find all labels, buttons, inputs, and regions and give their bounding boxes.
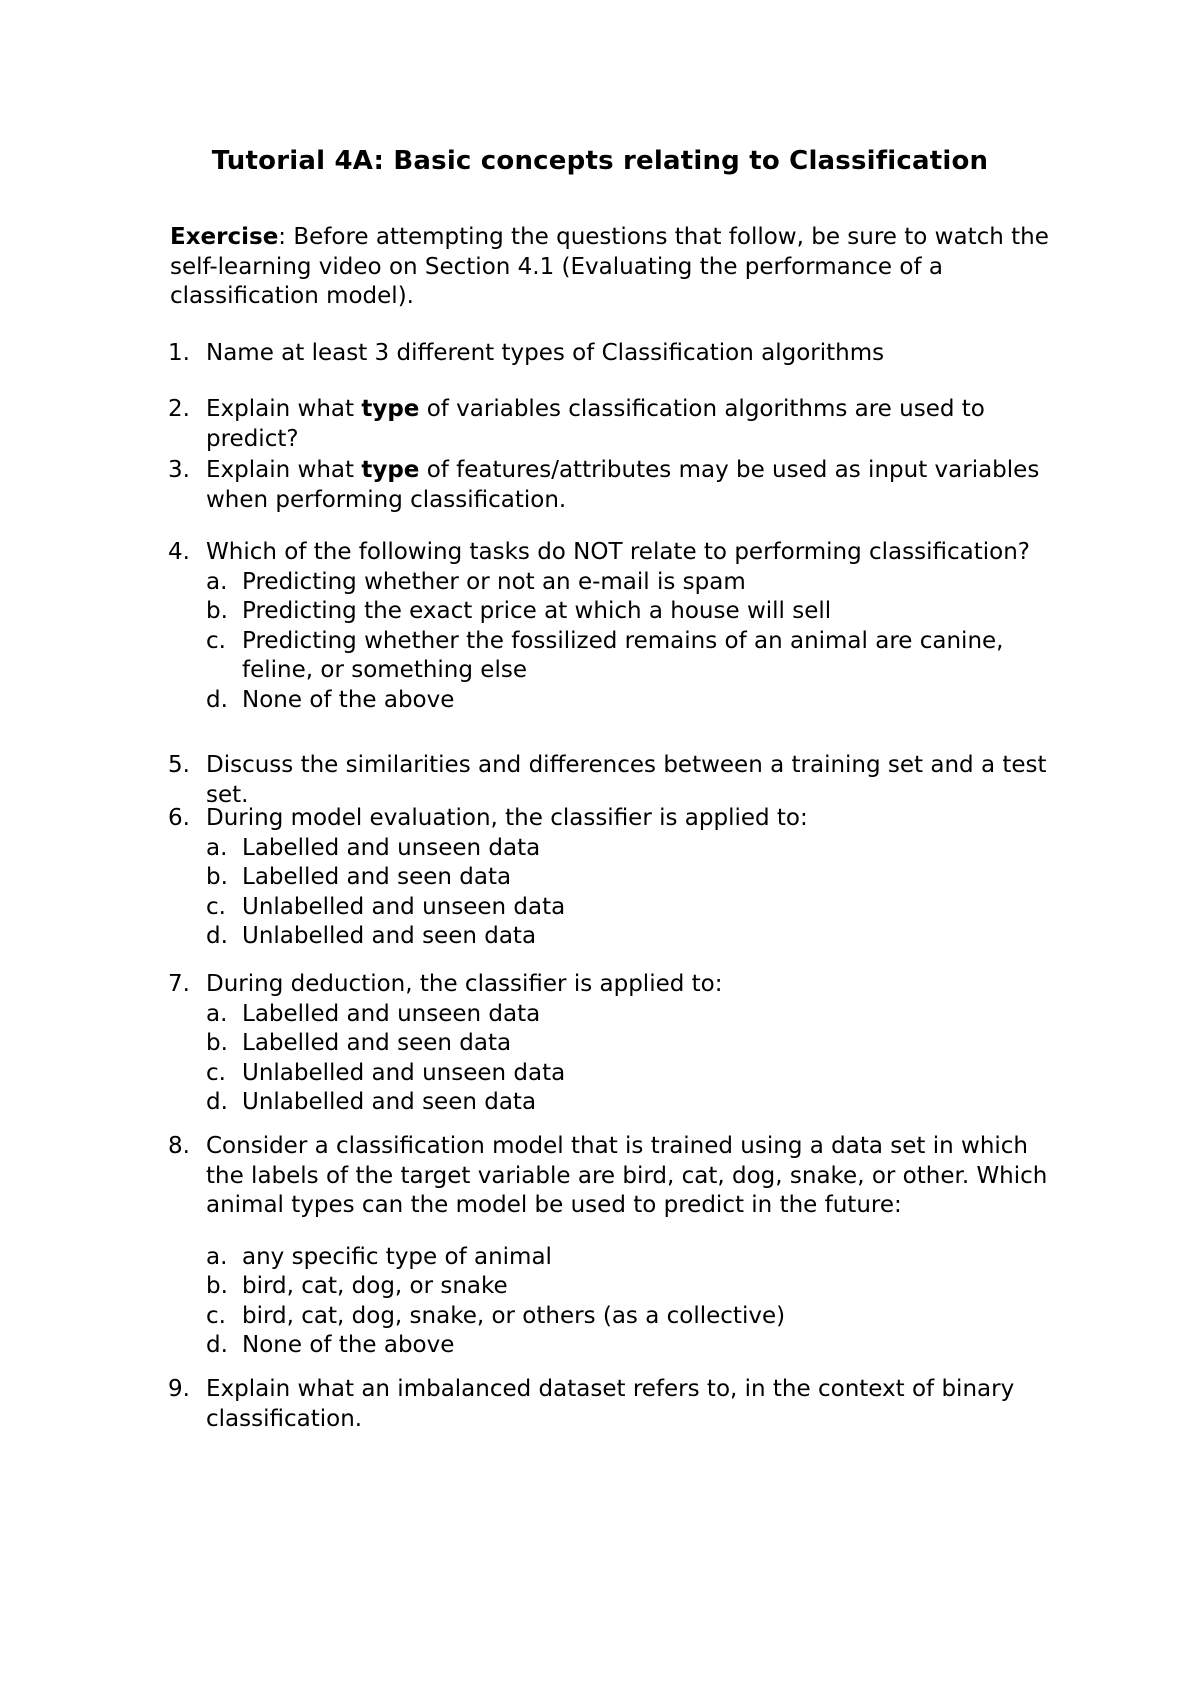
option-a: a. Predicting whether or not an e-mail is spam [206,568,746,595]
option-d: d. Unlabelled and seen data [206,1089,537,1115]
question-9 [168,1375,1068,1434]
question-number: 8. [168,1133,190,1159]
option-c: c. Unlabelled and unseen data [206,1059,566,1086]
question-number: 7. [168,971,190,997]
question-8 [168,1132,1068,1361]
question-1 [168,339,1068,369]
question-text: Which of the following tasks do NOT relate to performing classification? [206,539,1031,565]
option-b: b. Labelled and seen data [206,864,512,890]
option-c: c. bird, cat, dog, snake, or others (as a collective) [206,1302,786,1329]
answer-options [206,1000,1068,1118]
option-b: b. bird, cat, dog, or snake [206,1273,508,1299]
question-number: 5. [168,752,190,778]
question-text: Consider a classification model that is trained using a data set in which the labels of the target variable are bird, cat, dog, snake, or other. Which animal types can the model be used to predict in the future: [206,1133,1048,1218]
question-text: During model evaluation, the classifier is applied to: [206,805,808,831]
question-6 [168,804,1068,952]
question-7 [168,970,1068,1118]
exercise-text: : Before attempting the questions that follow, be sure to watch the self-learning video on Section 4.1 (Evaluating the performance of a classification model). [170,224,1049,309]
option-b: b. Predicting the exact price at which a house will sell [206,598,832,624]
question-3 [168,456,1068,515]
option-d: d. None of the above [206,1332,455,1358]
answer-options [206,568,1068,716]
option-a: a. any specific type of animal [206,1243,552,1270]
option-d: d. None of the above [206,686,455,713]
question-number: 2. [168,396,190,422]
question-text: Explain what type of variables classification algorithms are used to predict? [206,396,985,452]
question-2 [168,395,1068,454]
answer-options [206,1243,1068,1361]
question-5 [168,751,1068,810]
question-text: Explain what type of features/attributes may be used as input variables when performing classification. [206,457,1040,513]
question-number: 1. [168,340,190,366]
question-text: Name at least 3 different types of Classification algorithms [206,340,885,366]
emphasis-type: type [361,396,420,422]
question-text: Explain what an imbalanced dataset refers to, in the context of binary classification. [206,1376,1015,1432]
exercise-intro [170,223,1070,312]
answer-options [206,834,1068,952]
question-number: 9. [168,1376,190,1402]
option-a: a. Labelled and unseen data [206,834,541,861]
question-number: 3. [168,457,190,483]
exercise-label: Exercise [170,224,279,250]
option-b: b. Labelled and seen data [206,1030,512,1056]
question-text: During deduction, the classifier is applied to: [206,971,723,997]
option-c: c. Unlabelled and unseen data [206,893,566,920]
page-title: Tutorial 4A: Basic concepts relating to Classification [211,146,989,176]
option-a: a. Labelled and unseen data [206,1000,541,1027]
question-number: 4. [168,539,190,565]
option-d: d. Unlabelled and seen data [206,923,537,949]
question-text: Discuss the similarities and differences between a training set and a test set. [206,752,1047,808]
question-4 [168,538,1068,715]
emphasis-type: type [361,457,420,483]
question-number: 6. [168,805,190,831]
option-c: c. Predicting whether the fossilized remains of an animal are canine, feline, or something else [206,627,1004,683]
